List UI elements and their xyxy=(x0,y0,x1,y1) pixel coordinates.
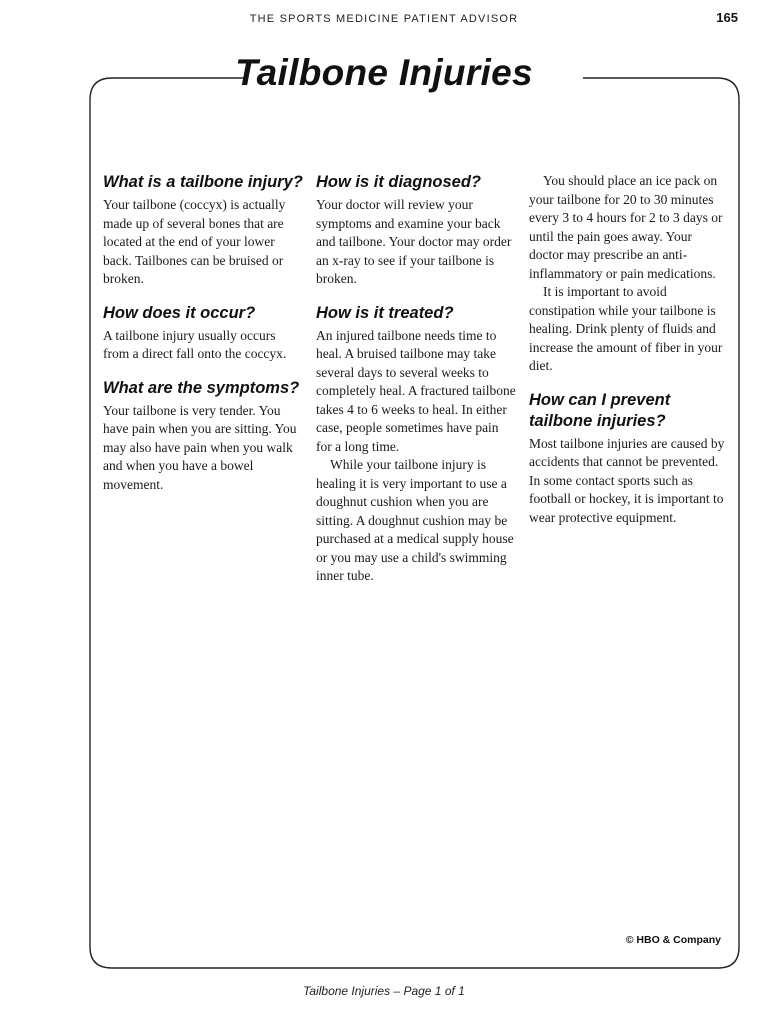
heading-prevent: How can I prevent tailbone injuries? xyxy=(529,390,671,430)
text-diagnosed: Your doctor will review your symptoms and examine your back and tailbone. Your doctor may order an x-ray to see if your tailbone is broken. xyxy=(316,197,512,286)
page-number: 165 xyxy=(716,10,738,25)
column-1 xyxy=(103,172,303,508)
text-treated-p4: It is important to avoid constipation while your tailbone is healing. Drink plenty of fluids and increase the amount of fiber in your diet. xyxy=(529,284,723,373)
copyright: © HBO & Company xyxy=(625,934,721,946)
column-3 xyxy=(529,172,729,541)
section-treated-continued xyxy=(529,172,729,376)
text-how-occur: A tailbone injury usually occurs from a direct fall onto the coccyx. xyxy=(103,327,287,361)
column-2 xyxy=(316,172,516,600)
page-footer: Tailbone Injuries – Page 1 of 1 xyxy=(303,984,465,998)
text-prevent: Most tailbone injuries are caused by accidents that cannot be prevented. In some contact sports such as football or hockey, it is important to wear protective equipment. xyxy=(529,435,725,525)
section-diagnosed xyxy=(316,172,516,289)
section-how-occur xyxy=(103,303,303,364)
text-treated-p2: While your tailbone injury is healing it is very important to use a doughnut cushion when you are sitting. A doughnut cushion may be purchased at a medical supply house or you may use a child's swimming inner tube. xyxy=(316,457,514,583)
heading-treated: How is it treated? xyxy=(316,303,454,322)
running-head: THE SPORTS MEDICINE PATIENT ADVISOR xyxy=(249,13,519,25)
heading-symptoms: What are the symptoms? xyxy=(103,378,300,397)
text-treated-p1: An injured tailbone needs time to heal. A bruised tailbone may take several days to several weeks to completely heal. A fractured tailbone takes 4 to 6 weeks to heal. In either case, people sometimes have pain for a long time. xyxy=(316,327,516,454)
section-what-is xyxy=(103,172,303,289)
heading-diagnosed: How is it diagnosed? xyxy=(316,173,482,191)
section-treated xyxy=(316,303,516,586)
section-symptoms xyxy=(103,378,303,495)
page-title: Tailbone Injuries xyxy=(235,52,533,93)
text-what-is: Your tailbone (coccyx) is actually made up of several bones that are located at the end of your lower back. Tailbones can be bruised or broken. xyxy=(103,197,286,286)
heading-how-occur: How does it occur? xyxy=(103,303,256,322)
heading-what-is: What is a tailbone injury? xyxy=(103,173,303,191)
text-symptoms: Your tailbone is very tender. You have pain when you are sitting. You may also have pain when you walk and when you have a bowel movement. xyxy=(103,402,297,492)
section-prevent xyxy=(529,390,729,528)
text-treated-p3: You should place an ice pack on your tailbone for 20 to 30 minutes every 3 to 4 hours for 2 to 3 days or until the pain goes away. Your doctor may prescribe an anti-inflammatory or pain medications. xyxy=(529,173,723,281)
